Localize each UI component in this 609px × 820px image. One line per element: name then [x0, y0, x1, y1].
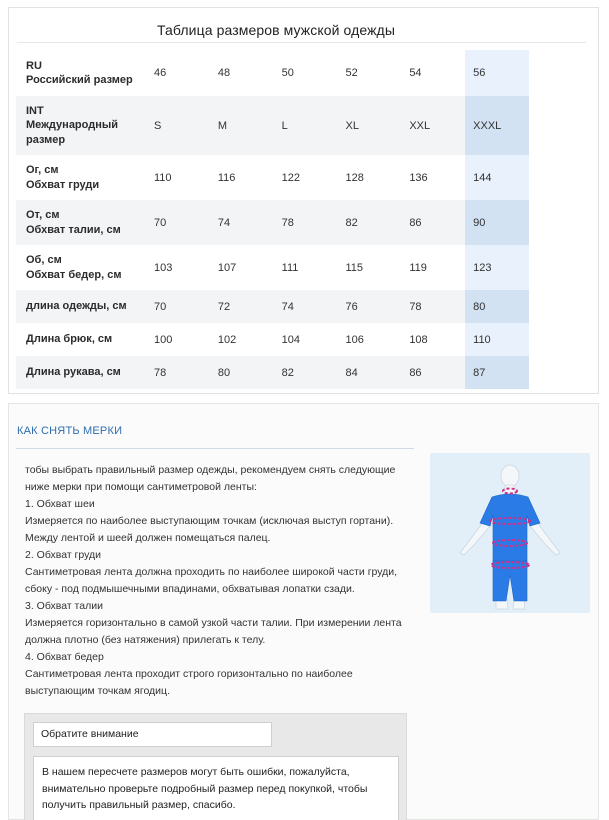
table-cell: 50	[281, 67, 294, 79]
table-cell: 84	[337, 356, 401, 389]
table-cell: 72	[210, 290, 274, 323]
table-cell: 102	[217, 333, 237, 346]
row-label-line: Обхват груди	[26, 178, 100, 191]
table-cell: 136	[409, 171, 428, 184]
row-label-line: размер	[26, 133, 66, 146]
instruction-line: должна плотно (без натяжения) прилегать к телу.	[25, 634, 266, 646]
table-cell: XL	[337, 96, 401, 155]
table-row	[16, 290, 529, 323]
table-cell: 54	[409, 67, 422, 79]
table-cell: XXL	[401, 96, 465, 155]
size-chart-panel	[8, 7, 599, 394]
table-cell: 82	[274, 356, 338, 389]
notice-title[interactable]: Обратите внимание	[33, 722, 272, 747]
table-cell: 80	[465, 290, 529, 323]
table-row	[16, 96, 529, 155]
table-cell: 128	[345, 171, 364, 184]
table-cell: 70	[146, 200, 210, 245]
instruction-line: 2. Обхват груди	[25, 549, 101, 561]
table-cell: 107	[217, 261, 237, 274]
row-label-line: От, см	[26, 209, 60, 221]
table-cell: 103	[154, 261, 173, 274]
instruction-line: тобы выбрать правильный размер одежды, рекомендуем снять следующие	[25, 464, 396, 476]
row-label-line: RU	[26, 59, 42, 72]
table-cell: 56	[465, 50, 529, 96]
table-cell: 48	[217, 67, 231, 79]
instruction-line: 1. Обхват шеи	[25, 498, 95, 510]
table-cell: 82	[337, 200, 401, 245]
table-cell: L	[274, 96, 338, 155]
table-cell: 111	[281, 261, 299, 274]
table-cell: 46	[154, 67, 167, 79]
row-label	[16, 245, 146, 290]
row-label-line: Обхват бедер, см	[26, 268, 122, 281]
table-row	[16, 155, 529, 200]
row-label	[16, 323, 146, 356]
how-to-measure-text	[25, 462, 415, 700]
table-cell: M	[210, 96, 274, 155]
row-label-line: Длина брюк, см	[26, 333, 113, 346]
table-cell: 100	[154, 333, 173, 346]
size-chart-table	[16, 50, 529, 389]
how-to-measure-tab[interactable]: КАК СНЯТЬ МЕРКИ	[17, 425, 123, 437]
table-cell: 52	[345, 67, 358, 79]
table-cell: 110	[154, 171, 172, 184]
notice-box	[24, 713, 407, 820]
row-label-line: Длина рукава, см	[26, 366, 121, 379]
table-cell: 108	[409, 333, 428, 346]
table-cell: 144	[465, 155, 529, 200]
table-cell: 74	[274, 290, 338, 323]
table-cell: 74	[210, 200, 274, 245]
notice-line: получить правильный размер, спасибо.	[42, 799, 236, 811]
table-cell: 115	[345, 261, 364, 274]
table-cell: 104	[281, 333, 301, 346]
instruction-line: выступающим точкам ягодиц.	[25, 685, 170, 697]
row-label	[16, 155, 146, 200]
instruction-line: Сантиметровая лента должна проходить по наиболее широкой части груди,	[25, 566, 398, 578]
row-label-line: Ог, см	[26, 164, 59, 176]
row-label-line: Обхват талии, см	[26, 223, 121, 236]
row-label-line: Об, см	[26, 254, 62, 266]
instruction-line: 4. Обхват бедер	[25, 651, 104, 663]
row-label	[16, 290, 146, 323]
table-cell: 80	[210, 356, 274, 389]
instruction-line: сбоку - под подмышечными впадинами, обхватывая лопатки сзади.	[25, 583, 355, 595]
size-chart-title: Таблица размеров мужской одежды	[157, 22, 395, 38]
table-cell: 90	[465, 200, 529, 245]
table-row	[16, 356, 529, 389]
notice-line: В нашем пересчете размеров могут быть ошибки, пожалуйста,	[42, 766, 350, 778]
title-divider	[17, 42, 586, 43]
table-cell: XXXL	[465, 96, 529, 155]
row-label-line: INT	[26, 104, 44, 117]
row-label	[16, 200, 146, 245]
table-cell: 76	[337, 290, 401, 323]
table-cell: 86	[401, 200, 465, 245]
table-cell: S	[146, 96, 210, 155]
row-label-line: Международный	[26, 119, 119, 132]
table-cell: 119	[409, 261, 427, 274]
row-label	[16, 50, 146, 96]
body-figure-svg	[430, 453, 590, 613]
body-measurement-figure-icon	[430, 453, 590, 613]
table-row	[16, 323, 529, 356]
instruction-line: 3. Обхват талии	[25, 600, 103, 612]
instruction-line: Сантиметровая лента проходит строго горизонтально по наиболее	[25, 668, 353, 680]
table-cell: 106	[345, 333, 364, 346]
row-label	[16, 356, 146, 389]
table-cell: 78	[401, 290, 465, 323]
table-cell: 116	[217, 171, 236, 184]
table-cell: 78	[274, 200, 338, 245]
table-row	[16, 50, 529, 96]
table-cell: 78	[146, 356, 210, 389]
instruction-line: ниже мерки при помощи сантиметровой ленты:	[25, 481, 257, 493]
instruction-line: Измеряется по наиболее выступающим точкам (исключая выступ гортани).	[25, 515, 394, 527]
table-cell: 70	[146, 290, 210, 323]
table-cell: 86	[401, 356, 465, 389]
notice-body	[33, 756, 399, 820]
tab-underline	[16, 448, 414, 449]
table-cell: 122	[281, 171, 301, 184]
table-cell: 87	[465, 356, 529, 389]
table-cell: 123	[465, 245, 529, 290]
notice-line: внимательно проверьте подробный размер перед покупкой, чтобы	[42, 782, 368, 795]
row-label-line: Российский размер	[26, 74, 133, 86]
table-cell: 110	[465, 323, 529, 356]
how-to-measure-panel	[8, 403, 599, 820]
instruction-line: Измеряется горизонтально в самой узкой части талии. При измерении лента	[25, 617, 402, 629]
row-label-line: длина одежды, см	[26, 300, 127, 313]
table-row	[16, 245, 529, 290]
row-label	[16, 96, 146, 155]
table-row	[16, 200, 529, 245]
instruction-line: Между лентой и шеей должен помещаться палец.	[25, 532, 271, 544]
